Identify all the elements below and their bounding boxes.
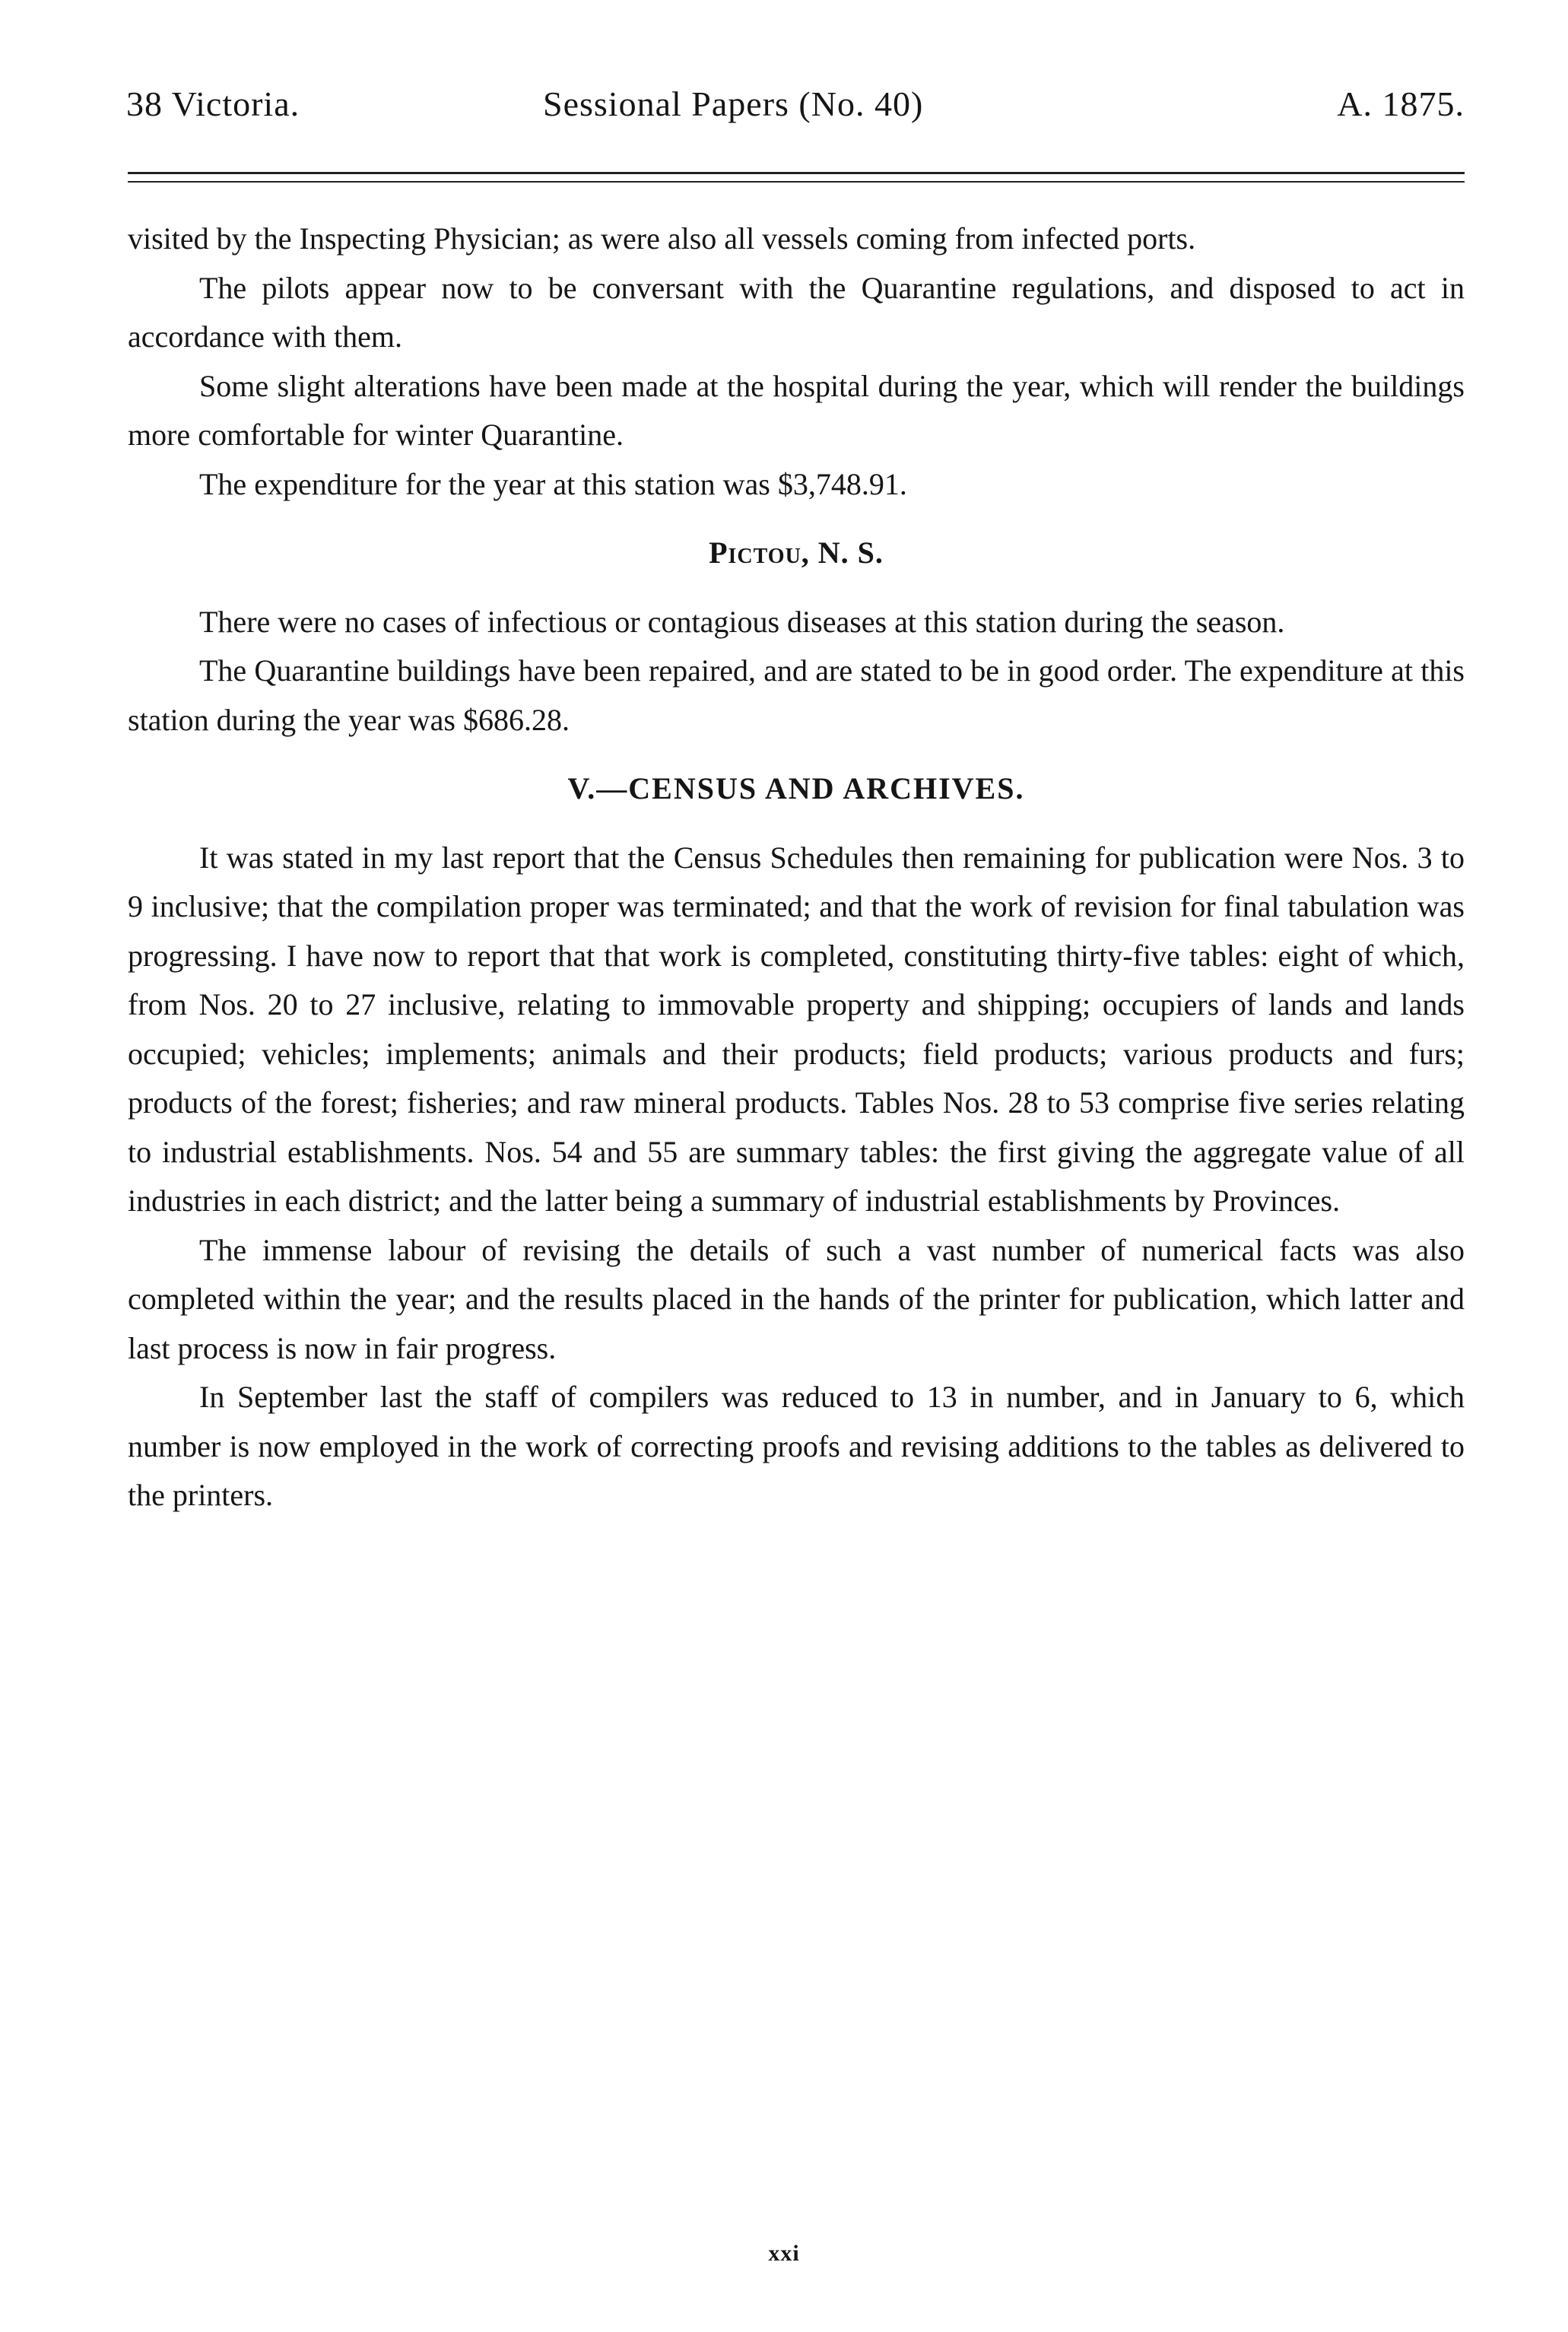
header-volume: 38 Victoria. [126,84,300,123]
paragraph-census-schedules: It was stated in my last report that the Census Schedules then remaining for publication were Nos. 3 to 9 inclusive; that the compilation proper was terminated; and that the work of revision for final tabulation was progressing. I have now to report that that work is completed, constituting thirty-five tables: eight of which, from Nos. 20 to 27 inclusive, relating to immovable property and shipping; occupiers of lands and lands occupied; vehicles; implements; animals and their products; field products; various products and furs; products of the forest; fisheries; and raw mineral products. Tables Nos. 28 to 53 comprise five series relating to industrial establishments. Nos. 54 and 55 are summary tables: the first giving the aggregate value of all industries in each district; and the latter being a summary of industrial establishments by Provinces. [128,840,1465,1218]
heading-pictou: Pictou, N. S. [709,535,884,570]
paragraph-compilers-staff: In September last the staff of compilers was reduced to 13 in number, and in January to 6, which number is now employed in the work of correcting proofs and revising additions to the tables as delivered to the printers. [128,1380,1465,1512]
paragraph-pilots: The pilots appear now to be conversant with the Quarantine regulations, and disposed to act in accordance with them. [128,270,1465,354]
header-year: A. 1875. [1337,84,1465,123]
paragraph-expenditure: The expenditure for the year at this station was $3,748.91. [199,466,907,501]
header-rule-thin [128,181,1465,183]
running-header [126,84,1465,137]
paragraph-pictou-buildings: The Quarantine buildings have been repaired, and are stated to be in good order. The expenditure at this station during the year was $686.28. [128,653,1465,737]
header-series: Sessional Papers (No. 40) [543,84,924,123]
body-text [128,214,1465,1520]
page-folio: xxi [768,2241,800,2266]
header-rule-thick [128,172,1465,174]
paragraph-revision-labour: The immense labour of revising the details of such a vast number of numerical facts was also completed within the year; and the results placed in the hands of the printer for publication, which latter and last process is now in fair progress. [128,1232,1465,1365]
paragraph-pictou-diseases: There were no cases of infectious or contagious diseases at this station during the season. [199,604,1285,639]
heading-census-archives: V.—CENSUS AND ARCHIVES. [567,771,1025,805]
paragraph-alterations: Some slight alterations have been made at the hospital during the year, which will render the buildings more comfortable for winter Quarantine. [128,368,1465,452]
paragraph-infected-ports: visited by the Inspecting Physician; as were also all vessels coming from infected ports. [128,221,1196,256]
